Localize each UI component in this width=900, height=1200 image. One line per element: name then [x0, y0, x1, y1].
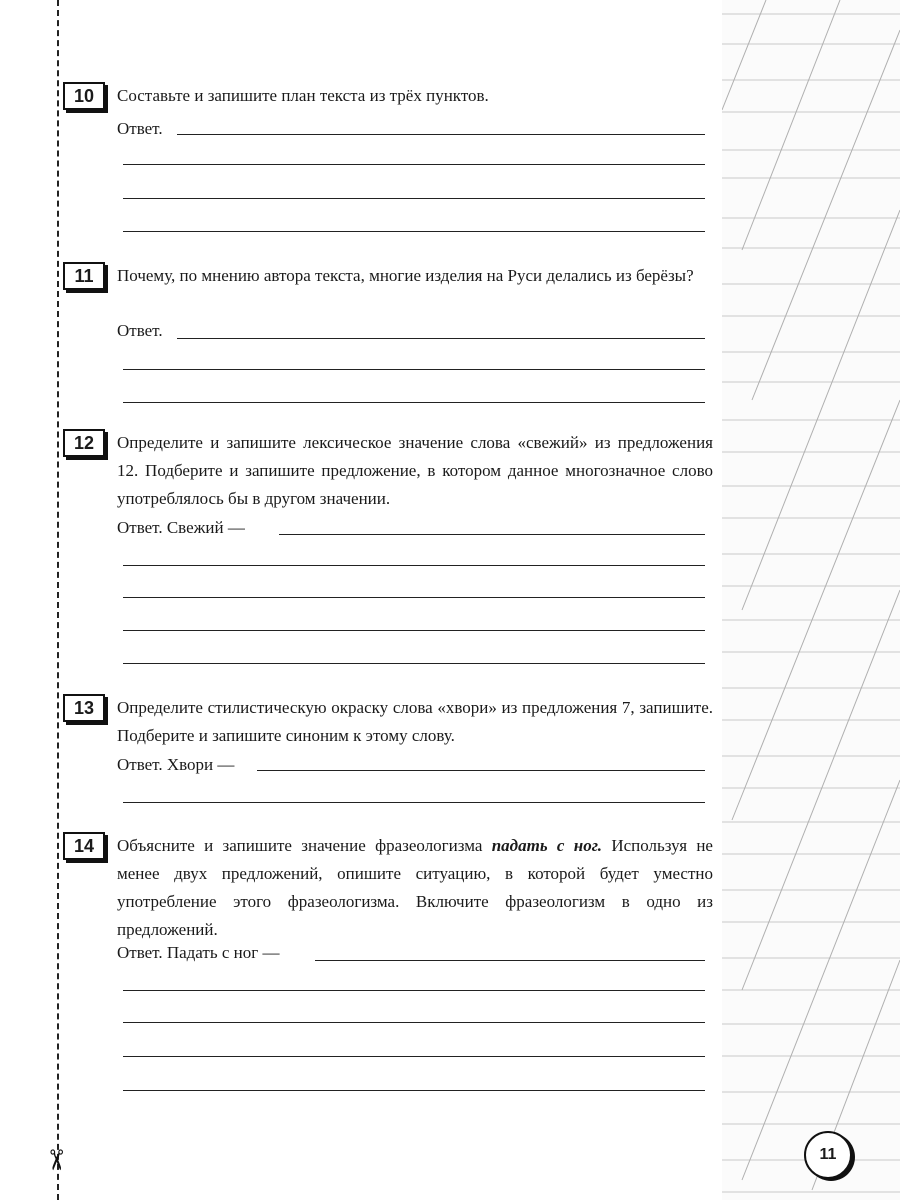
task-number: 10 — [63, 82, 105, 110]
answer-line[interactable] — [123, 164, 705, 165]
task-number: 13 — [63, 694, 105, 722]
answer-line[interactable] — [123, 663, 705, 664]
answer-label: Ответ. — [117, 321, 163, 340]
task-question: Определите и запишите лексическое значение слова «свежий» из предложения 12. Подберите и запишите предложение, в котором данное многозначное слово употреблялось бы в другом значении. — [117, 433, 713, 508]
task-question: Составьте и запишите план текста из трёх пунктов. — [117, 86, 489, 105]
answer-line[interactable] — [257, 770, 705, 771]
cut-line — [57, 0, 59, 1200]
task-question: Определите стилистическую окраску слова «хвори» из предложения 7, запишите. Подберите и запишите синоним к этому слову. — [117, 698, 713, 745]
margin-writing-area — [722, 0, 900, 1200]
task-number: 11 — [63, 262, 105, 290]
phraseologism: падать с ног. — [491, 836, 603, 855]
answer-line[interactable] — [177, 338, 705, 339]
question-text: Используя не менее двух предложений, опишите ситуацию, в которой будет уместно употребление этого фразеологизма. Включите фразеологизм в одно из предложений. — [117, 836, 713, 939]
answer-label: Ответ. Падать с ног — — [117, 943, 280, 962]
answer-line[interactable] — [177, 134, 705, 135]
answer-line[interactable] — [123, 565, 705, 566]
answer-label: Ответ. — [117, 119, 163, 138]
answer-line[interactable] — [123, 402, 705, 403]
answer-line[interactable] — [315, 960, 705, 961]
scissors-icon: ✂ — [39, 1148, 73, 1172]
page-number: 11 — [804, 1131, 852, 1179]
task-number: 14 — [63, 832, 105, 860]
answer-line[interactable] — [123, 1022, 705, 1023]
answer-line[interactable] — [123, 369, 705, 370]
answer-line[interactable] — [123, 1090, 705, 1091]
margin-guide-lines — [722, 0, 900, 1200]
answer-label: Ответ. Хвори — — [117, 755, 235, 774]
answer-line[interactable] — [123, 198, 705, 199]
answer-line[interactable] — [123, 597, 705, 598]
answer-line[interactable] — [279, 534, 705, 535]
answer-line[interactable] — [123, 231, 705, 232]
task-question: Почему, по мнению автора текста, многие изделия на Руси делались из берёзы? — [117, 266, 694, 285]
task-question — [117, 832, 713, 944]
answer-line[interactable] — [123, 990, 705, 991]
question-text: Объясните и запишите значение фразеологизма — [117, 836, 492, 855]
answer-line[interactable] — [123, 802, 705, 803]
answer-line[interactable] — [123, 1056, 705, 1057]
answer-label: Ответ. Свежий — — [117, 518, 245, 537]
answer-line[interactable] — [123, 630, 705, 631]
task-number: 12 — [63, 429, 105, 457]
